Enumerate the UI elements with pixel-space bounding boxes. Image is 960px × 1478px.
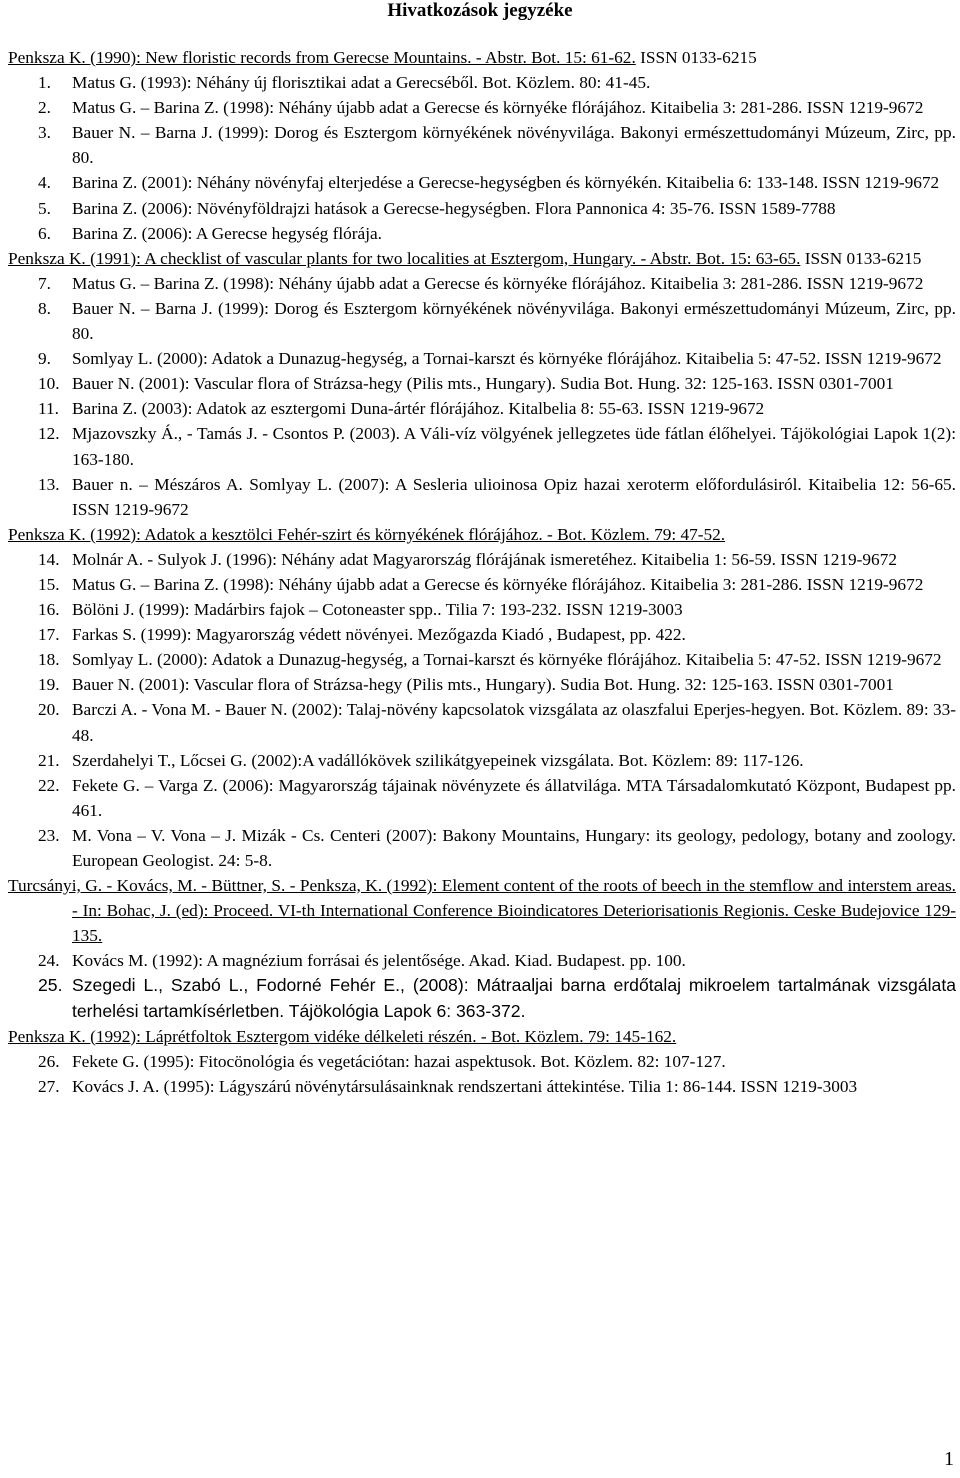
reference-number: 16. (38, 600, 60, 620)
reference-number: 1. (38, 73, 51, 93)
reference-item (8, 346, 956, 371)
reference-item (8, 647, 956, 672)
reference-item (8, 948, 956, 973)
reference-number: 2. (38, 98, 51, 118)
reference-text: Matus G. – Barina Z. (1998): Néhány újabb adat a Gerecse és környéke flórájához. Kitaibelia 3: 281-286. ISSN 1219-9672 (72, 273, 924, 293)
reference-item (8, 421, 956, 471)
reference-text: Matus G. – Barina Z. (1998): Néhány újabb adat a Gerecse és környéke flórájához. Kitaibelia 3: 281-286. ISSN 1219-9672 (72, 98, 924, 118)
reference-item (8, 120, 956, 170)
reference-item (8, 296, 956, 346)
reference-group-header (8, 873, 956, 948)
reference-item (8, 748, 956, 773)
reference-number: 7. (38, 273, 51, 293)
reference-item (8, 697, 956, 747)
reference-group-header (8, 522, 956, 547)
reference-group-title: Turcsányi, G. - Kovács, M. - Büttner, S. - Penksza, K. (1992): Element content of the roots of beech in the stemflow and interstem areas. - In: Bohac, J. (ed): Proceed. VI-th International Conference Bioindicatores Deteriorisationis Regionis. Ceske Budejovice 129-135. (8, 876, 956, 946)
reference-group-header (8, 246, 956, 271)
reference-number: 18. (38, 650, 60, 670)
page-number: 1 (944, 1448, 954, 1470)
reference-group-title: Penksza K. (1992): Adatok a kesztölci Fehér-szirt és környékének flórájához. - Bot. Közlem. 79: 47-52. (8, 524, 726, 544)
reference-text: Barina Z. (2006): A Gerecse hegység flórája. (72, 223, 382, 243)
reference-number: 8. (38, 298, 51, 318)
reference-text: Mjazovszky Á., - Tamás J. - Csontos P. (2003). A Váli-víz völgyének jellegzetes üde fátlan élőhelyei. Tájökológiai Lapok 1(2): 163-180. (72, 424, 956, 469)
reference-number: 27. (38, 1076, 60, 1096)
reference-item (8, 547, 956, 572)
reference-text: Matus G. – Barina Z. (1998): Néhány újabb adat a Gerecse és környéke flórájához. Kitaibelia 3: 281-286. ISSN 1219-9672 (72, 574, 924, 594)
reference-text: Bauer N. (2001): Vascular flora of Strázsa-hegy (Pilis mts., Hungary). Sudia Bot. Hung. 32: 125-163. ISSN 0301-7001 (72, 374, 894, 394)
reference-item (8, 221, 956, 246)
reference-number: 23. (38, 825, 60, 845)
reference-item (8, 271, 956, 296)
reference-number: 3. (38, 123, 51, 143)
reference-number: 21. (38, 750, 60, 770)
reference-item (8, 572, 956, 597)
reference-item (8, 95, 956, 120)
reference-number: 26. (38, 1051, 60, 1071)
reference-item (8, 70, 956, 95)
reference-item (8, 973, 956, 1023)
reference-group-issn: ISSN 0133-6215 (635, 48, 757, 67)
reference-item (8, 672, 956, 697)
reference-number: 11. (38, 399, 59, 419)
reference-item (8, 823, 956, 873)
reference-text: Barczi A. - Vona M. - Bauer N. (2002): Talaj-növény kapcsolatok vizsgálata az olaszfalui Eperjes-hegyen. Bot. Közlem. 89: 33-48. (72, 700, 956, 745)
reference-text: Farkas S. (1999): Magyarország védett növényei. Mezőgazda Kiadó , Budapest, pp. 422. (72, 625, 686, 645)
reference-number: 12. (38, 424, 60, 444)
reference-text: Molnár A. - Sulyok J. (1996): Néhány adat Magyarország flórájának ismeretéhez. Kitaibelia 1: 56-59. ISSN 1219-9672 (72, 549, 897, 569)
reference-group-title: Penksza K. (1991): A checklist of vascular plants for two localities at Esztergom, Hungary. - Abstr. Bot. 15: 63-65. (8, 248, 801, 268)
reference-group-header (8, 1024, 956, 1049)
reference-text: Bauer n. – Mészáros A. Somlyay L. (2007): A Sesleria ulioinosa Opiz hazai xeroterm előfordulásiról. Kitaibelia 12: 56-65. ISSN 1219-9672 (72, 474, 956, 519)
reference-number: 20. (38, 700, 60, 720)
reference-text: Barina Z. (2006): Növényföldrajzi hatások a Gerecse-hegységben. Flora Pannonica 4: 35-76. ISSN 1589-7788 (72, 198, 836, 218)
reference-item (8, 597, 956, 622)
reference-number: 19. (38, 675, 60, 695)
reference-group-header (8, 45, 956, 70)
reference-text: Somlyay L. (2000): Adatok a Dunazug-hegység, a Tornai-karszt és környéke flórájához. Kitaibelia 5: 47-52. ISSN 1219-9672 (72, 650, 942, 670)
reference-number: 4. (38, 173, 51, 193)
reference-text: M. Vona – V. Vona – J. Mizák - Cs. Centeri (2007): Bakony Mountains, Hungary: its geology, pedology, botany and zoology. European Geologist. 24: 5-8. (72, 825, 956, 870)
reference-text: Fekete G. (1995): Fitocönológia és vegetációtan: hazai aspektusok. Bot. Közlem. 82: 107-127. (72, 1051, 726, 1071)
reference-item (8, 170, 956, 195)
reference-number: 13. (38, 474, 60, 494)
reference-text: Bauer N. (2001): Vascular flora of Strázsa-hegy (Pilis mts., Hungary). Sudia Bot. Hung. 32: 125-163. ISSN 0301-7001 (72, 675, 894, 695)
reference-number: 10. (38, 374, 60, 394)
reference-group-title: Penksza K. (1992): Láprétfoltok Esztergom vidéke délkeleti részén. - Bot. Közlem. 79: 145-162. (8, 1026, 677, 1046)
page-title: Hivatkozások jegyzéke (387, 0, 573, 21)
reference-text: Kovács M. (1992): A magnézium forrásai és jelentősége. Akad. Kiad. Budapest. pp. 100. (72, 951, 686, 971)
reference-group-issn: ISSN 0133-6215 (800, 248, 922, 268)
reference-text: Bauer N. – Barna J. (1999): Dorog és Esztergom környékének növényvilága. Bakonyi ermészettudományi Múzeum, Zirc, pp. 80. (72, 123, 956, 168)
reference-number: 14. (38, 549, 60, 569)
reference-number: 25. (38, 975, 63, 996)
reference-item (8, 371, 956, 396)
reference-text: Szerdahelyi T., Lőcsei G. (2002):A vadállókövek szilikátgyepeinek vizsgálata. Bot. Közlem: 89: 117-126. (72, 750, 804, 770)
reference-number: 9. (38, 349, 51, 369)
reference-text: Barina Z. (2001): Néhány növényfaj elterjedése a Gerecse-hegységben és környékén. Kitaibelia 6: 133-148. ISSN 1219-9672 (72, 173, 940, 193)
reference-text: Somlyay L. (2000): Adatok a Dunazug-hegység, a Tornai-karszt és környéke flórájához. Kitaibelia 5: 47-52. ISSN 1219-9672 (72, 349, 942, 369)
reference-text: Bauer N. – Barna J. (1999): Dorog és Esztergom környékének növényvilága. Bakonyi ermészettudományi Múzeum, Zirc, pp. 80. (72, 298, 956, 344)
reference-number: 15. (38, 574, 60, 594)
reference-number: 5. (38, 198, 51, 218)
reference-text: Szegedi L., Szabó L., Fodorné Fehér E., (2008): Mátraaljai barna erdőtalaj mikroelem tartalmának vizsgálata terhelési tartamkísérletben. Tájökológia Lapok 6: 363-372. (72, 975, 956, 1021)
reference-number: 17. (38, 625, 60, 645)
reference-number: 24. (38, 951, 60, 971)
reference-item (8, 196, 956, 221)
reference-item (8, 472, 956, 522)
reference-text: Bölöni J. (1999): Madárbirs fajok – Cotoneaster spp.. Tilia 7: 193-232. ISSN 1219-3003 (72, 600, 683, 620)
reference-item (8, 622, 956, 647)
reference-number: 6. (38, 223, 51, 243)
reference-item (8, 1074, 956, 1099)
reference-item (8, 773, 956, 823)
reference-text: Kovács J. A. (1995): Lágyszárú növénytársulásainknak rendszertani áttekintése. Tilia 1: 86-144. ISSN 1219-3003 (72, 1076, 858, 1096)
reference-group-title: Penksza K. (1990): New floristic records from Gerecse Mountains. - Abstr. Bot. 15: 61-62. (8, 48, 636, 67)
reference-text: Fekete G. – Varga Z. (2006): Magyarország tájainak növényzete és állatvilága. MTA Társadalomkutató Központ, Budapest pp. 461. (72, 775, 956, 820)
reference-text: Barina Z. (2003): Adatok az esztergomi Duna-ártér flórájához. Kitalbelia 8: 55-63. ISSN 1219-9672 (72, 399, 765, 419)
reference-number: 22. (38, 775, 60, 795)
reference-item (8, 396, 956, 421)
reference-list (8, 45, 956, 1099)
reference-item (8, 1049, 956, 1074)
reference-text: Matus G. (1993): Néhány új florisztikai adat a Gerecséből. Bot. Közlem. 80: 41-45. (72, 73, 651, 93)
